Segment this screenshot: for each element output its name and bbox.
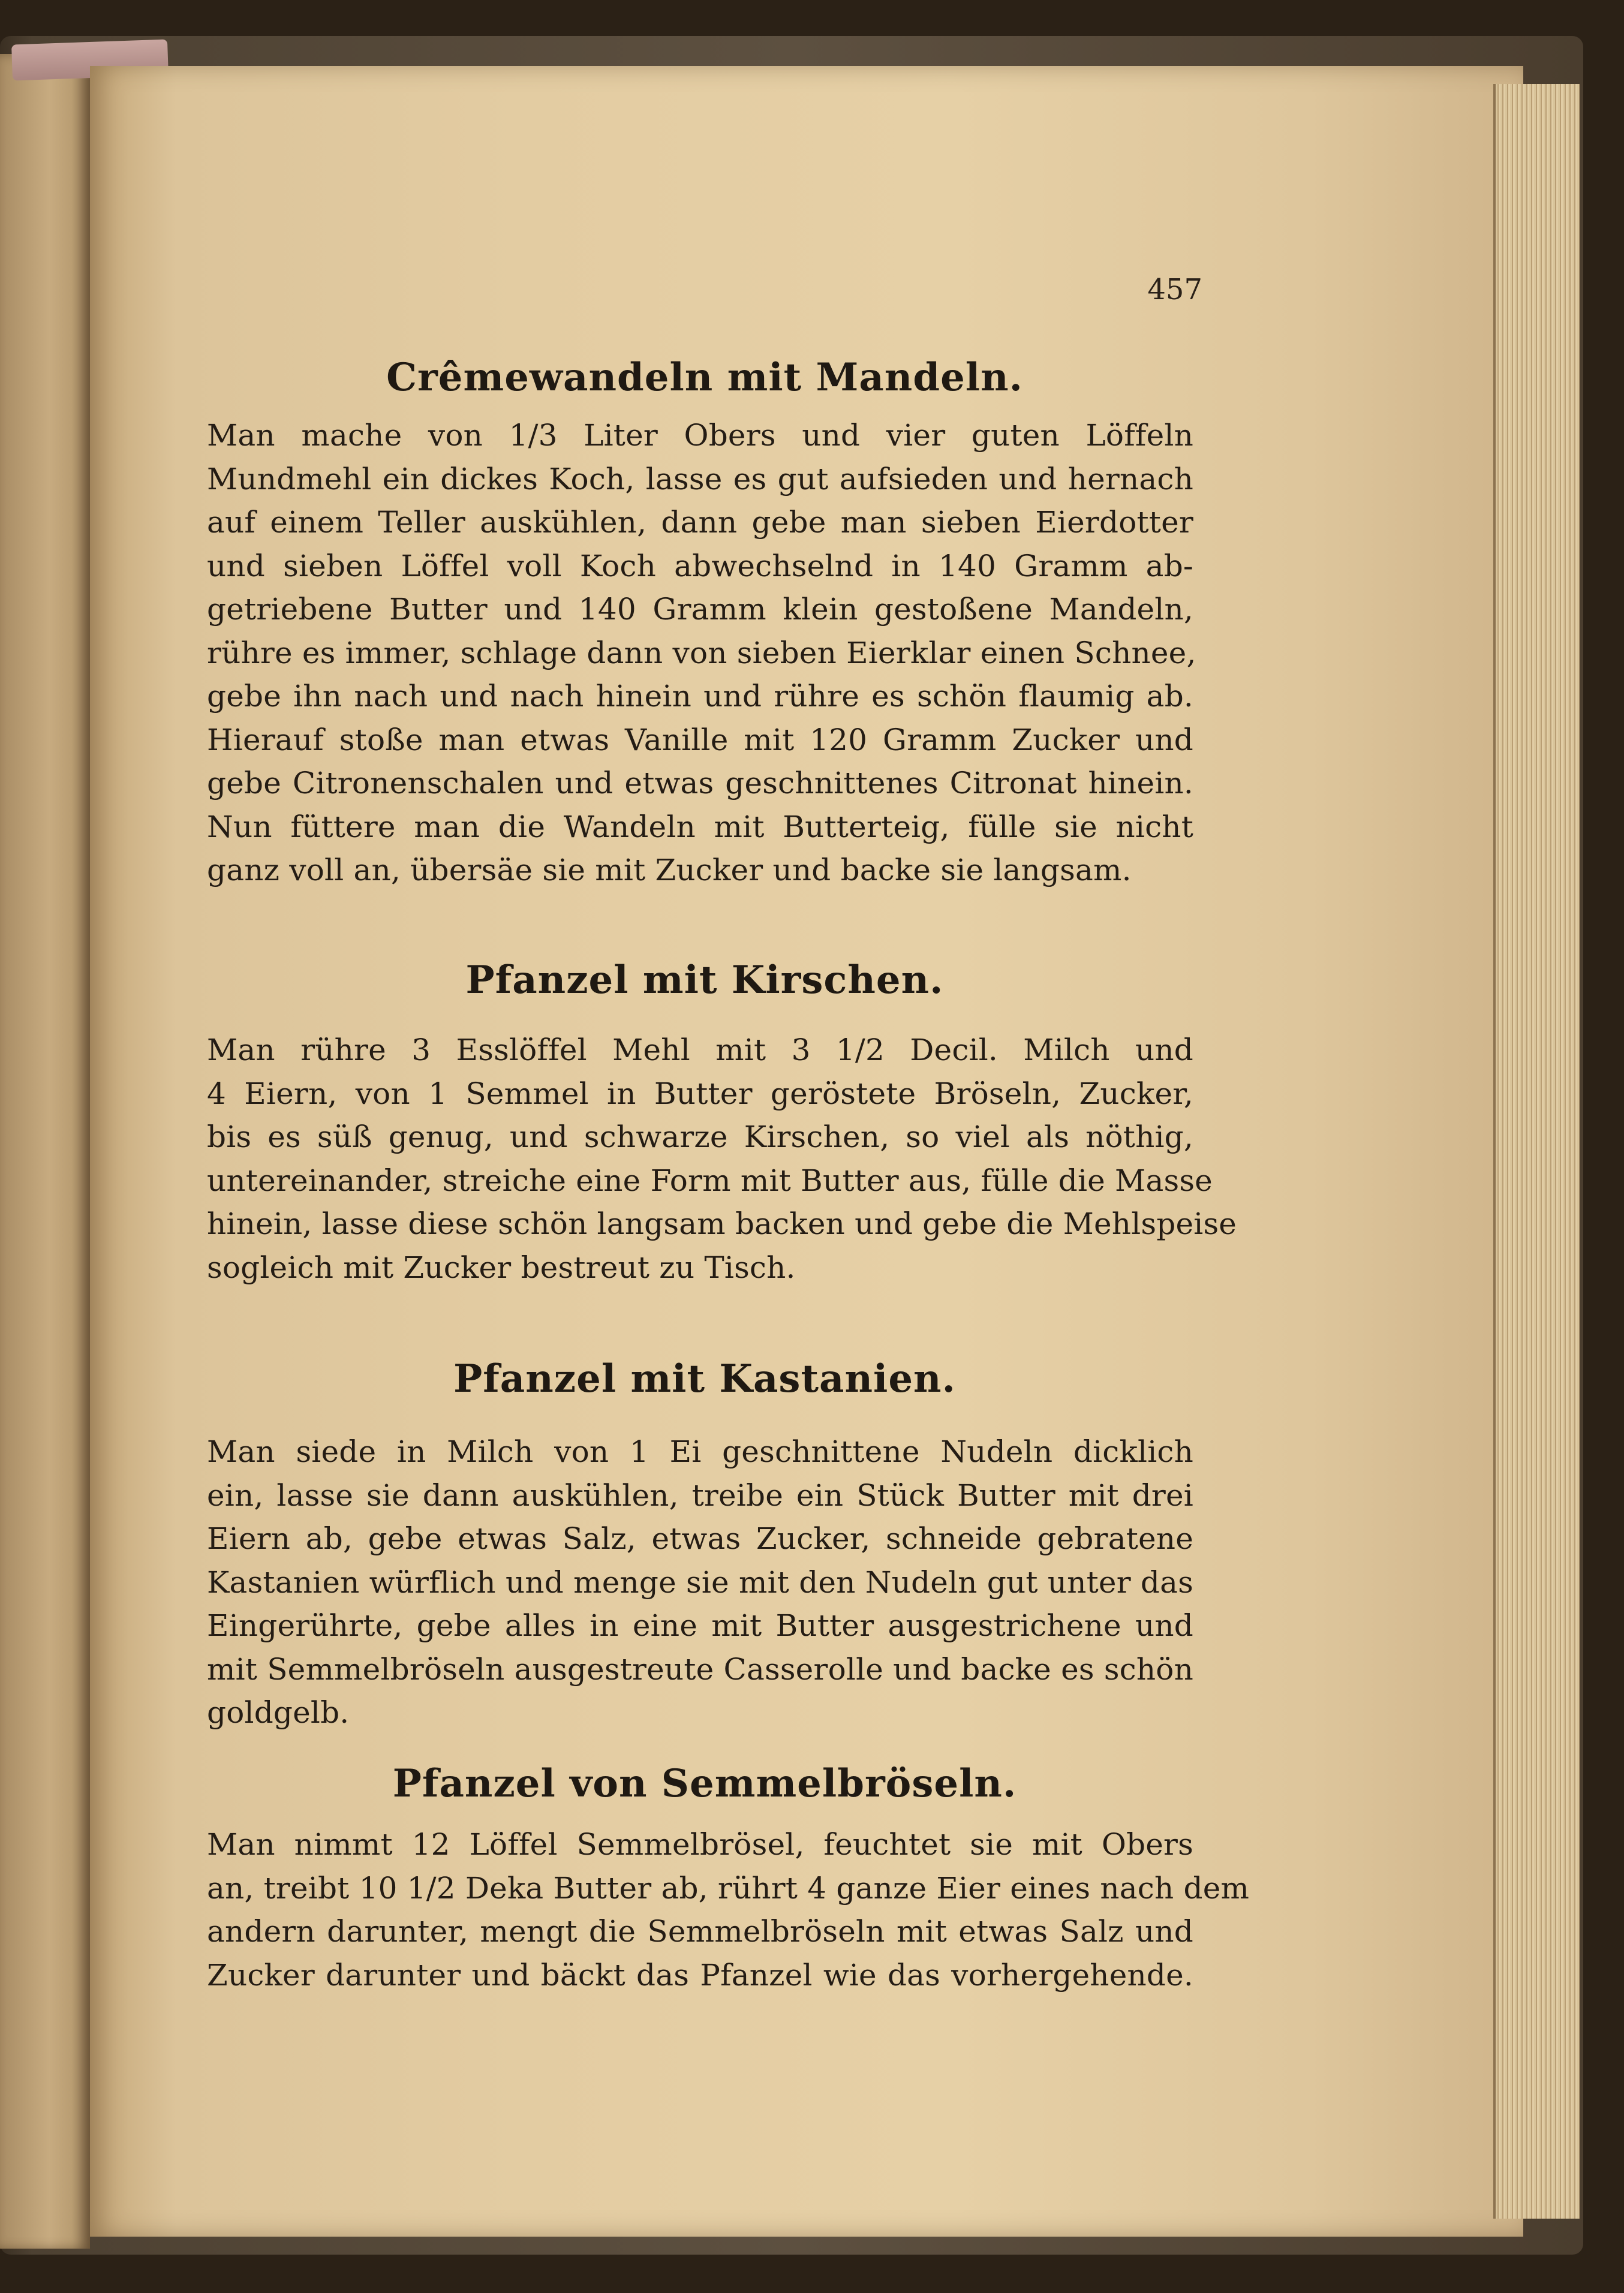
text-line: 4 Eiern, von 1 Semmel in Butter geröstete Bröseln, Zucker, [207, 1076, 1193, 1111]
text-line: Man nimmt 12 Löffel Semmelbrösel, feuchtet sie mit Obers [207, 1827, 1193, 1862]
text-line: gebe Citronenschalen und etwas geschnittenes Citronat hinein. [207, 766, 1193, 801]
text-line: hinein, lasse diese schön langsam backen und gebe die Mehlspeise [207, 1206, 1237, 1241]
text-line: Mundmehl ein dickes Koch, lasse es gut aufsieden und hernach [207, 461, 1193, 496]
text-line: goldgelb. [207, 1695, 350, 1730]
text-line: Man mache von 1/3 Liter Obers und vier guten Löffeln [207, 418, 1193, 453]
text-line: Nun füttere man die Wandeln mit Butterteig, fülle sie nicht [207, 809, 1193, 844]
text-line: andern darunter, mengt die Semmelbröseln mit etwas Salz und [207, 1914, 1193, 1949]
text-line: Eingerührte, gebe alles in eine mit Butter ausgestrichene und [207, 1608, 1193, 1643]
text-line: rühre es immer, schlage dann von sieben Eierklar einen Schnee, [207, 635, 1196, 670]
section-body-pfanzel-kirschen [207, 1028, 1237, 1289]
section-body-cremewandeln [207, 414, 1196, 892]
text-line: auf einem Teller auskühlen, dann gebe man sieben Eierdotter [207, 505, 1193, 540]
text-line: sogleich mit Zucker bestreut zu Tisch. [207, 1250, 796, 1285]
text-line: mit Semmelbröseln ausgestreute Casserolle und backe es schön [207, 1651, 1193, 1687]
section-heading-pfanzel-kastanien: Pfanzel mit Kastanien. [453, 1356, 956, 1401]
text-line: Zucker darunter und bäckt das Pfanzel wie das vorhergehende. [207, 1957, 1193, 1993]
text-line: ganz voll an, übersäe sie mit Zucker und backe sie langsam. [207, 853, 1132, 887]
section-heading-pfanzel-kirschen: Pfanzel mit Kirschen. [465, 958, 944, 1003]
section-body-pfanzel-semmelbroeseln [207, 1823, 1250, 1997]
text-line: Eiern ab, gebe etwas Salz, etwas Zucker, schneide gebratene [207, 1521, 1193, 1556]
text-line: untereinander, streiche eine Form mit Butter aus, fülle die Masse [207, 1163, 1213, 1198]
text-line: Man rühre 3 Esslöffel Mehl mit 3 1/2 Decil. Milch und [207, 1033, 1193, 1067]
text-line: Hierauf stoße man etwas Vanille mit 120 Gramm Zucker und [207, 722, 1193, 757]
text-line: bis es süß genug, und schwarze Kirschen, so viel als nöthig, [207, 1120, 1193, 1154]
page-number: 457 [1147, 273, 1202, 306]
text-line: Kastanien würflich und menge sie mit den Nudeln gut unter das [207, 1564, 1193, 1600]
text-line: ein, lasse sie dann auskühlen, treibe ein Stück Butter mit drei [207, 1477, 1193, 1513]
section-heading-cremewandeln: Crêmewandeln mit Mandeln. [386, 355, 1023, 400]
section-body-pfanzel-kastanien [207, 1430, 1193, 1735]
text-line: getriebene Butter und 140 Gramm klein gestoßene Mandeln, [207, 592, 1193, 627]
section-heading-pfanzel-semmelbroeseln: Pfanzel von Semmelbröseln. [392, 1761, 1017, 1806]
text-line: an, treibt 10 1/2 Deka Butter ab, rührt 4 ganze Eier eines nach dem [207, 1870, 1250, 1906]
text-line: Man siede in Milch von 1 Ei geschnittene Nudeln dicklich [207, 1434, 1193, 1469]
text-line: gebe ihn nach und nach hinein und rühre es schön flaumig ab. [207, 679, 1193, 714]
text-line: und sieben Löffel voll Koch abwechselnd in 140 Gramm ab- [207, 548, 1193, 583]
page-edges [1493, 84, 1580, 2219]
left-page-edge [0, 54, 90, 2249]
